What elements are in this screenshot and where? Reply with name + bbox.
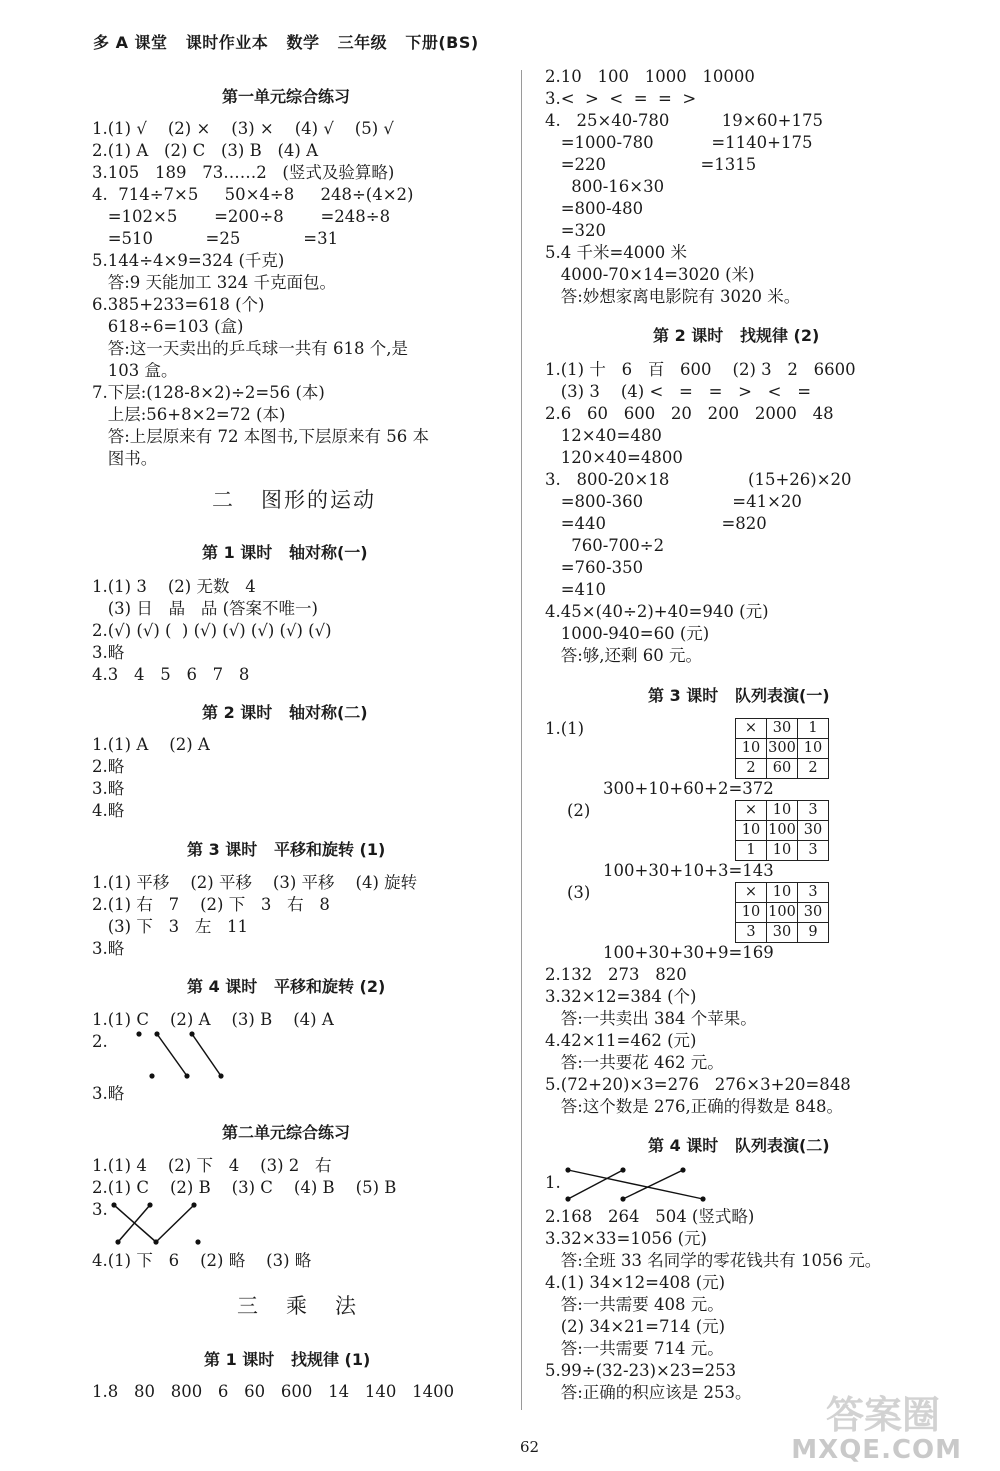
unit-title-shapes-motion: 二 图形的运动 xyxy=(212,488,377,512)
multiplication-grid xyxy=(735,882,829,943)
running-header: 多 A 课堂 课时作业本 数学 三年级 下册(BS) xyxy=(93,33,479,52)
answer-line: (3) 3 (4) < = = > < = xyxy=(545,382,812,401)
grid-cell: 30 xyxy=(798,903,829,923)
answer-line: =440 =820 xyxy=(545,514,767,533)
answer-line: 答:这个数是 276,正确的得数是 848。 xyxy=(545,1097,844,1116)
lesson-title: 第 3 课时 平移和旋转 (1) xyxy=(187,840,386,859)
matching-diagram xyxy=(565,1166,735,1206)
answer-line: 答:一共要花 462 元。 xyxy=(545,1053,724,1072)
grid-cell: 10 xyxy=(767,841,798,861)
answer-line: 618÷6=103 (盒) xyxy=(92,317,244,336)
answer-line: 2.略 xyxy=(92,757,125,776)
multiplication-grid xyxy=(735,800,829,861)
answer-line: 4. 714÷7×5 50×4÷8 248÷(4×2) xyxy=(92,185,414,204)
grid-cell: 10 xyxy=(767,801,798,821)
sum-line: 300+10+60+2=372 xyxy=(603,779,774,798)
answer-line: 120×40=4800 xyxy=(545,448,683,467)
grid-cell: 100 xyxy=(767,903,798,923)
matching-diagram xyxy=(110,1200,230,1250)
grid-cell: 30 xyxy=(798,821,829,841)
answer-line: =800-480 xyxy=(545,199,644,218)
answer-line: 3.略 xyxy=(92,643,125,662)
answer-line: 1.(1) 平移 (2) 平移 (3) 平移 (4) 旋转 xyxy=(92,873,418,892)
answer-line: 2.(1) 右 7 (2) 下 3 右 8 xyxy=(92,895,330,914)
grid-cell: 1 xyxy=(798,719,829,739)
part-label: (3) xyxy=(567,883,591,902)
lesson-title: 第 4 课时 队列表演(二) xyxy=(648,1136,830,1155)
answer-line: 1000-940=60 (元) xyxy=(545,624,710,643)
lesson-title: 第 2 课时 找规律 (2) xyxy=(653,326,820,345)
answer-line: 1.(1) C (2) A (3) B (4) A xyxy=(92,1010,334,1029)
sum-line: 100+30+30+9=169 xyxy=(603,943,774,962)
answer-line: =800-360 =41×20 xyxy=(545,492,802,511)
answer-line: 答:这一天卖出的乒乓球一共有 618 个,是 xyxy=(92,339,409,358)
matching-diagram xyxy=(137,1030,277,1085)
section-title-unit2-review: 第二单元综合练习 xyxy=(222,1123,351,1142)
grid-cell: 3 xyxy=(798,841,829,861)
answer-line: 3.< > < = = > xyxy=(545,89,697,108)
grid-cell: 2 xyxy=(736,759,767,779)
grid-cell: 30 xyxy=(767,719,798,739)
grid-cell: 30 xyxy=(767,923,798,943)
answer-line: 3.105 189 73……2 (竖式及验算略) xyxy=(92,163,395,182)
answer-line: 5.144÷4×9=324 (千克) xyxy=(92,251,285,270)
answer-line: 2.132 273 820 xyxy=(545,965,687,984)
answer-line: 5.4 千米=4000 米 xyxy=(545,243,688,262)
answer-line: =1000-780 =1140+175 xyxy=(545,133,813,152)
lesson-title: 第 4 课时 平移和旋转 (2) xyxy=(187,977,386,996)
answer-line: =220 =1315 xyxy=(545,155,757,174)
watermark-site: MXQE.COM xyxy=(791,1435,962,1465)
answer-line: 103 盒。 xyxy=(92,361,178,380)
answer-line: (3) 日 晶 品 (答案不唯一) xyxy=(92,599,318,618)
grid-cell: 1 xyxy=(736,841,767,861)
answer-line: 4.(1) 34×12=408 (元) xyxy=(545,1273,726,1292)
answer-line: 4.3 4 5 6 7 8 xyxy=(92,665,250,684)
grid-cell: × xyxy=(736,801,767,821)
answer-line: 答:正确的积应该是 253。 xyxy=(545,1383,752,1402)
grid-cell: 10 xyxy=(736,821,767,841)
grid-cell: × xyxy=(736,719,767,739)
answer-line: =320 xyxy=(545,221,607,240)
answer-line: (2) 34×21=714 (元) xyxy=(545,1317,726,1336)
answer-line: 7.下层:(128-8×2)÷2=56 (本) xyxy=(92,383,325,402)
grid-cell: 10 xyxy=(767,883,798,903)
lesson-title: 第 1 课时 轴对称(一) xyxy=(202,543,368,562)
answer-line: 3.略 xyxy=(92,1084,125,1103)
answer-line: 3.略 xyxy=(92,939,125,958)
answer-line: (3) 下 3 左 11 xyxy=(92,917,249,936)
answer-line: 4.(1) 下 6 (2) 略 (3) 略 xyxy=(92,1251,312,1270)
watermark-logo: 答案圈 xyxy=(825,1393,940,1437)
grid-cell: × xyxy=(736,883,767,903)
answer-line: 图书。 xyxy=(92,449,158,468)
answer-line: 2.(1) A (2) C (3) B (4) A xyxy=(92,141,318,160)
answer-line: 3. 800-20×18 (15+26)×20 xyxy=(545,470,852,489)
answer-line: 答:妙想家离电影院有 3020 米。 xyxy=(545,287,801,306)
answer-line: 4.42×11=462 (元) xyxy=(545,1031,697,1050)
grid-cell: 300 xyxy=(767,739,798,759)
answer-line: 答:上层原来有 72 本图书,下层原来有 56 本 xyxy=(92,427,430,446)
answer-line: 2.168 264 504 (竖式略) xyxy=(545,1207,755,1226)
answer-line: 3.32×12=384 (个) xyxy=(545,987,697,1006)
answer-line: 5.99÷(32-23)×23=253 xyxy=(545,1361,737,1380)
answer-line: 1. xyxy=(545,1173,561,1192)
answer-line: 答:9 天能加工 324 千克面包。 xyxy=(92,273,337,292)
answer-line: 1.(1) √ (2) × (3) × (4) √ (5) √ xyxy=(92,119,394,138)
section-title-unit1-review: 第一单元综合练习 xyxy=(222,87,351,106)
page-number: 62 xyxy=(520,1438,540,1456)
grid-cell: 2 xyxy=(798,759,829,779)
grid-cell: 3 xyxy=(798,801,829,821)
answer-line: 答:够,还剩 60 元。 xyxy=(545,646,703,665)
answer-line: 4. 25×40-780 19×60+175 xyxy=(545,111,823,130)
lesson-title: 第 3 课时 队列表演(一) xyxy=(648,686,830,705)
answer-line: 800-16×30 xyxy=(545,177,665,196)
answer-line: 5.(72+20)×3=276 276×3+20=848 xyxy=(545,1075,851,1094)
lesson-title: 第 1 课时 找规律 (1) xyxy=(204,1350,371,1369)
answer-line: 4.略 xyxy=(92,801,125,820)
column-divider xyxy=(521,70,522,1410)
answer-line: 1.(1) 4 (2) 下 4 (3) 2 右 xyxy=(92,1156,332,1175)
answer-line: 3.略 xyxy=(92,779,125,798)
grid-cell: 100 xyxy=(767,821,798,841)
grid-cell: 10 xyxy=(736,903,767,923)
grid-cell: 10 xyxy=(736,739,767,759)
answer-line: 2.(√) (√) ( ) (√) (√) (√) (√) (√) xyxy=(92,621,332,640)
answer-line: 4.45×(40÷2)+40=940 (元) xyxy=(545,602,769,621)
answer-line: 答:一共需要 714 元。 xyxy=(545,1339,724,1358)
answer-line: 3.32×33=1056 (元) xyxy=(545,1229,707,1248)
answer-line: 2.6 60 600 20 200 2000 48 xyxy=(545,404,834,423)
answer-line: =410 xyxy=(545,580,607,599)
answer-line: 1.(1) 十 6 百 600 (2) 3 2 6600 xyxy=(545,360,856,379)
multiplication-grid xyxy=(735,718,829,779)
answer-line: 2. xyxy=(92,1032,108,1051)
unit-title-multiplication: 三 乘 法 xyxy=(237,1294,359,1318)
answer-line: 1.(1) A (2) A xyxy=(92,735,210,754)
answer-line: 4000-70×14=3020 (米) xyxy=(545,265,755,284)
answer-line: 760-700÷2 xyxy=(545,536,665,555)
answer-line: 2.10 100 1000 10000 xyxy=(545,67,755,86)
answer-line: 6.385+233=618 (个) xyxy=(92,295,265,314)
answer-line: 2.(1) C (2) B (3) C (4) B (5) B xyxy=(92,1178,397,1197)
grid-cell: 3 xyxy=(736,923,767,943)
answer-line: 答:一共卖出 384 个苹果。 xyxy=(545,1009,757,1028)
grid-cell: 3 xyxy=(798,883,829,903)
answer-line: 1.8 80 800 6 60 600 14 140 1400 xyxy=(92,1382,455,1401)
answer-line: 答:全班 33 名同学的零花钱共有 1056 元。 xyxy=(545,1251,882,1270)
grid-cell: 9 xyxy=(798,923,829,943)
answer-line: =102×5 =200÷8 =248÷8 xyxy=(92,207,391,226)
grid-cell: 10 xyxy=(798,739,829,759)
lesson-title: 第 2 课时 轴对称(二) xyxy=(202,703,368,722)
answer-line: =760-350 xyxy=(545,558,644,577)
answer-line: =510 =25 =31 xyxy=(92,229,339,248)
grid-cell: 60 xyxy=(767,759,798,779)
part-label: 1.(1) xyxy=(545,719,585,738)
answer-line: 12×40=480 xyxy=(545,426,662,445)
answer-line: 上层:56+8×2=72 (本) xyxy=(92,405,286,424)
answer-line: 1.(1) 3 (2) 无数 4 xyxy=(92,577,256,596)
sum-line: 100+30+10+3=143 xyxy=(603,861,774,880)
answer-line: 答:一共需要 408 元。 xyxy=(545,1295,724,1314)
answer-line: 3. xyxy=(92,1200,108,1219)
part-label: (2) xyxy=(567,801,591,820)
